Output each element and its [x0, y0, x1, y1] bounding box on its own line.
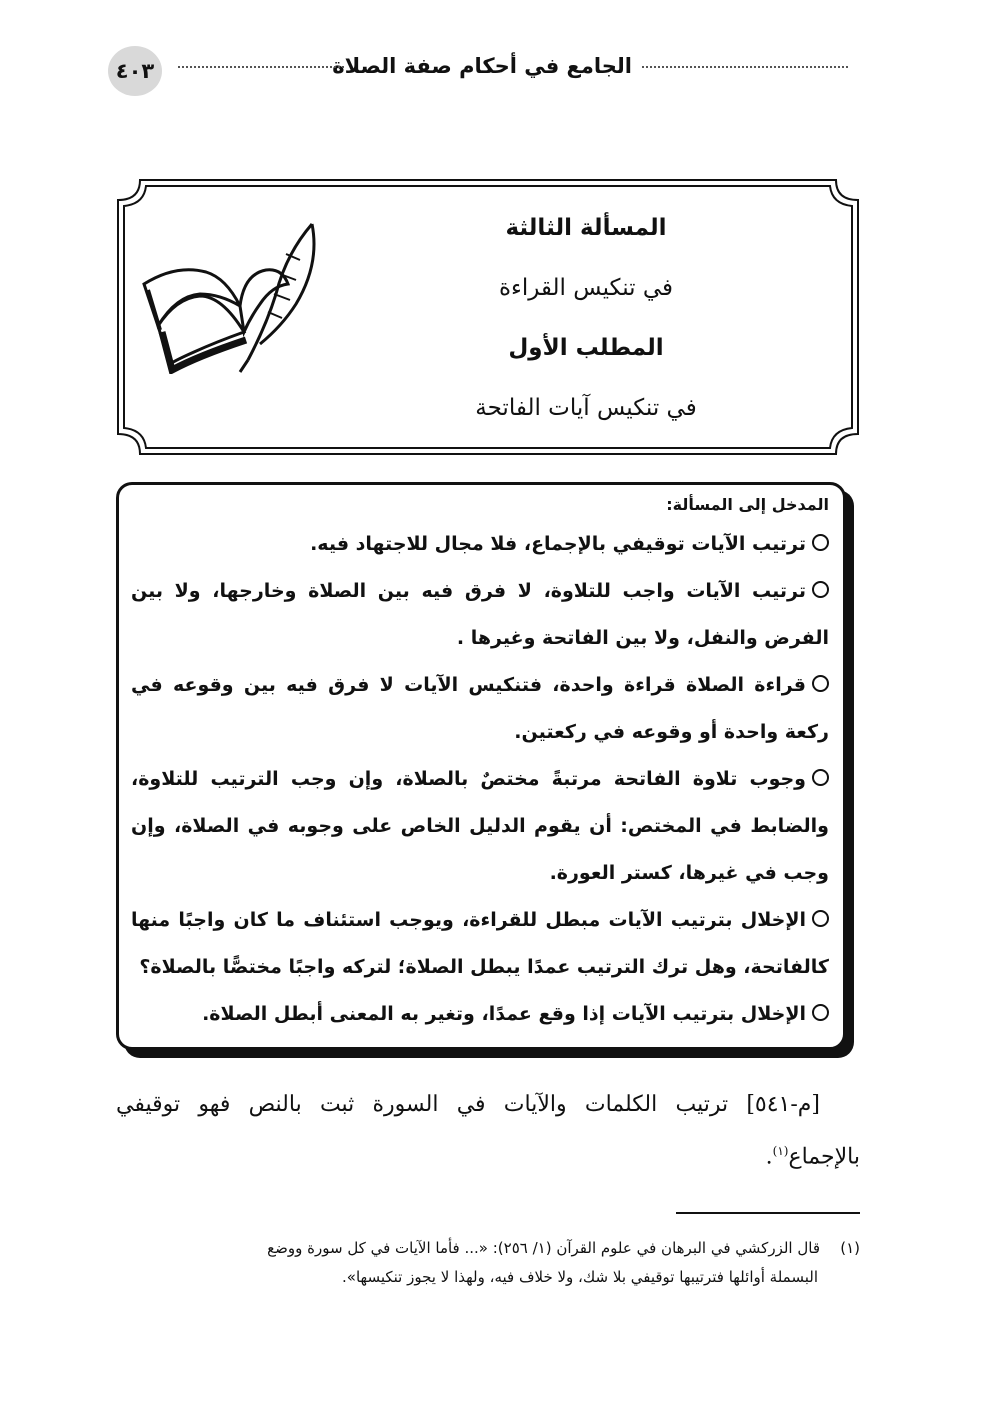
running-header [108, 44, 848, 100]
footnote [116, 1234, 860, 1292]
section-title: المطلب الأول [508, 335, 664, 361]
summary-heading: المدخل إلى المسألة: [666, 495, 829, 514]
book-and-quill-icon [136, 214, 326, 374]
summary-item-text: ترتيب الآيات واجب للتلاوة، لا فرق فيه بين الصلاة وخارجها، ولا بين الفرض والنفل، ولا بين الفاتحة وغيرها . [131, 580, 829, 649]
issue-summary-box [116, 482, 846, 1050]
summary-item [131, 756, 829, 897]
summary-item-text: قراءة الصلاة قراءة واحدة، فتنكيس الآيات لا فرق فيه بين وقوعه في ركعة واحدة أو وقوعه في ركعتين. [131, 674, 829, 743]
summary-item [131, 568, 829, 662]
body-text-end: . [765, 1144, 773, 1170]
circle-bullet-icon [812, 769, 829, 786]
body-text: [م-٥٤١] ترتيب الكلمات والآيات في السورة ثبت بالنص فهو توقيفي بالإجماع [116, 1092, 860, 1170]
summary-item [131, 897, 829, 991]
chapter-title-lines [336, 198, 836, 438]
circle-bullet-icon [812, 534, 829, 551]
footnote-reference[interactable]: (١) [772, 1144, 789, 1158]
summary-item [131, 991, 829, 1038]
summary-item-text: الإخلال بترتيب الآيات إذا وقع عمدًا، وتغير به المعنى أبطل الصلاة. [202, 1003, 806, 1025]
summary-item-text: ترتيب الآيات توقيفي بالإجماع، فلا مجال للاجتهاد فيه. [310, 533, 806, 555]
header-dotted-leader-right [642, 66, 848, 68]
page-number: ٤٠٣ [108, 46, 162, 96]
summary-item-text: الإخلال بترتيب الآيات مبطل للقراءة، ويوجب استئناف ما كان واجبًا منها كالفاتحة، وهل ترك الترتيب عمدًا يبطل الصلاة؛ لتركه واجبًا مختصًّا بالصلاة؟ [131, 909, 829, 978]
footnote-separator [676, 1212, 860, 1214]
circle-bullet-icon [812, 910, 829, 927]
issue-subtitle: في تنكيس القراءة [498, 275, 674, 301]
circle-bullet-icon [812, 675, 829, 692]
footnote-number: (١) [840, 1239, 860, 1257]
summary-item-text: وجوب تلاوة الفاتحة مرتبةً مختصٌ بالصلاة، وإن وجب الترتيب للتلاوة، والضابط في المختص: أن يقوم الدليل الخاص على وجوبه في الصلاة، وإن وجب في غيرها، كستر العورة. [131, 768, 829, 884]
issue-title: المسألة الثالثة [505, 215, 667, 241]
footnote-line: البسملة أوائلها فترتيبها توقيفي بلا شك، ولا خلاف فيه، ولهذا لا يجوز تنكيسها». [342, 1268, 818, 1286]
header-dotted-leader-left [178, 66, 344, 68]
summary-item [131, 521, 829, 568]
circle-bullet-icon [812, 581, 829, 598]
footnote-line: قال الزركشي في البرهان في علوم القرآن (١/ ٢٥٦): «... فأما الآيات في كل سورة ووضع [267, 1239, 820, 1257]
circle-bullet-icon [812, 1004, 829, 1021]
book-title: الجامع في أحكام صفة الصلاة [332, 54, 632, 78]
section-subtitle: في تنكيس آيات الفاتحة [475, 395, 697, 421]
summary-item [131, 662, 829, 756]
chapter-title-frame [116, 178, 860, 456]
body-paragraph [116, 1082, 860, 1180]
